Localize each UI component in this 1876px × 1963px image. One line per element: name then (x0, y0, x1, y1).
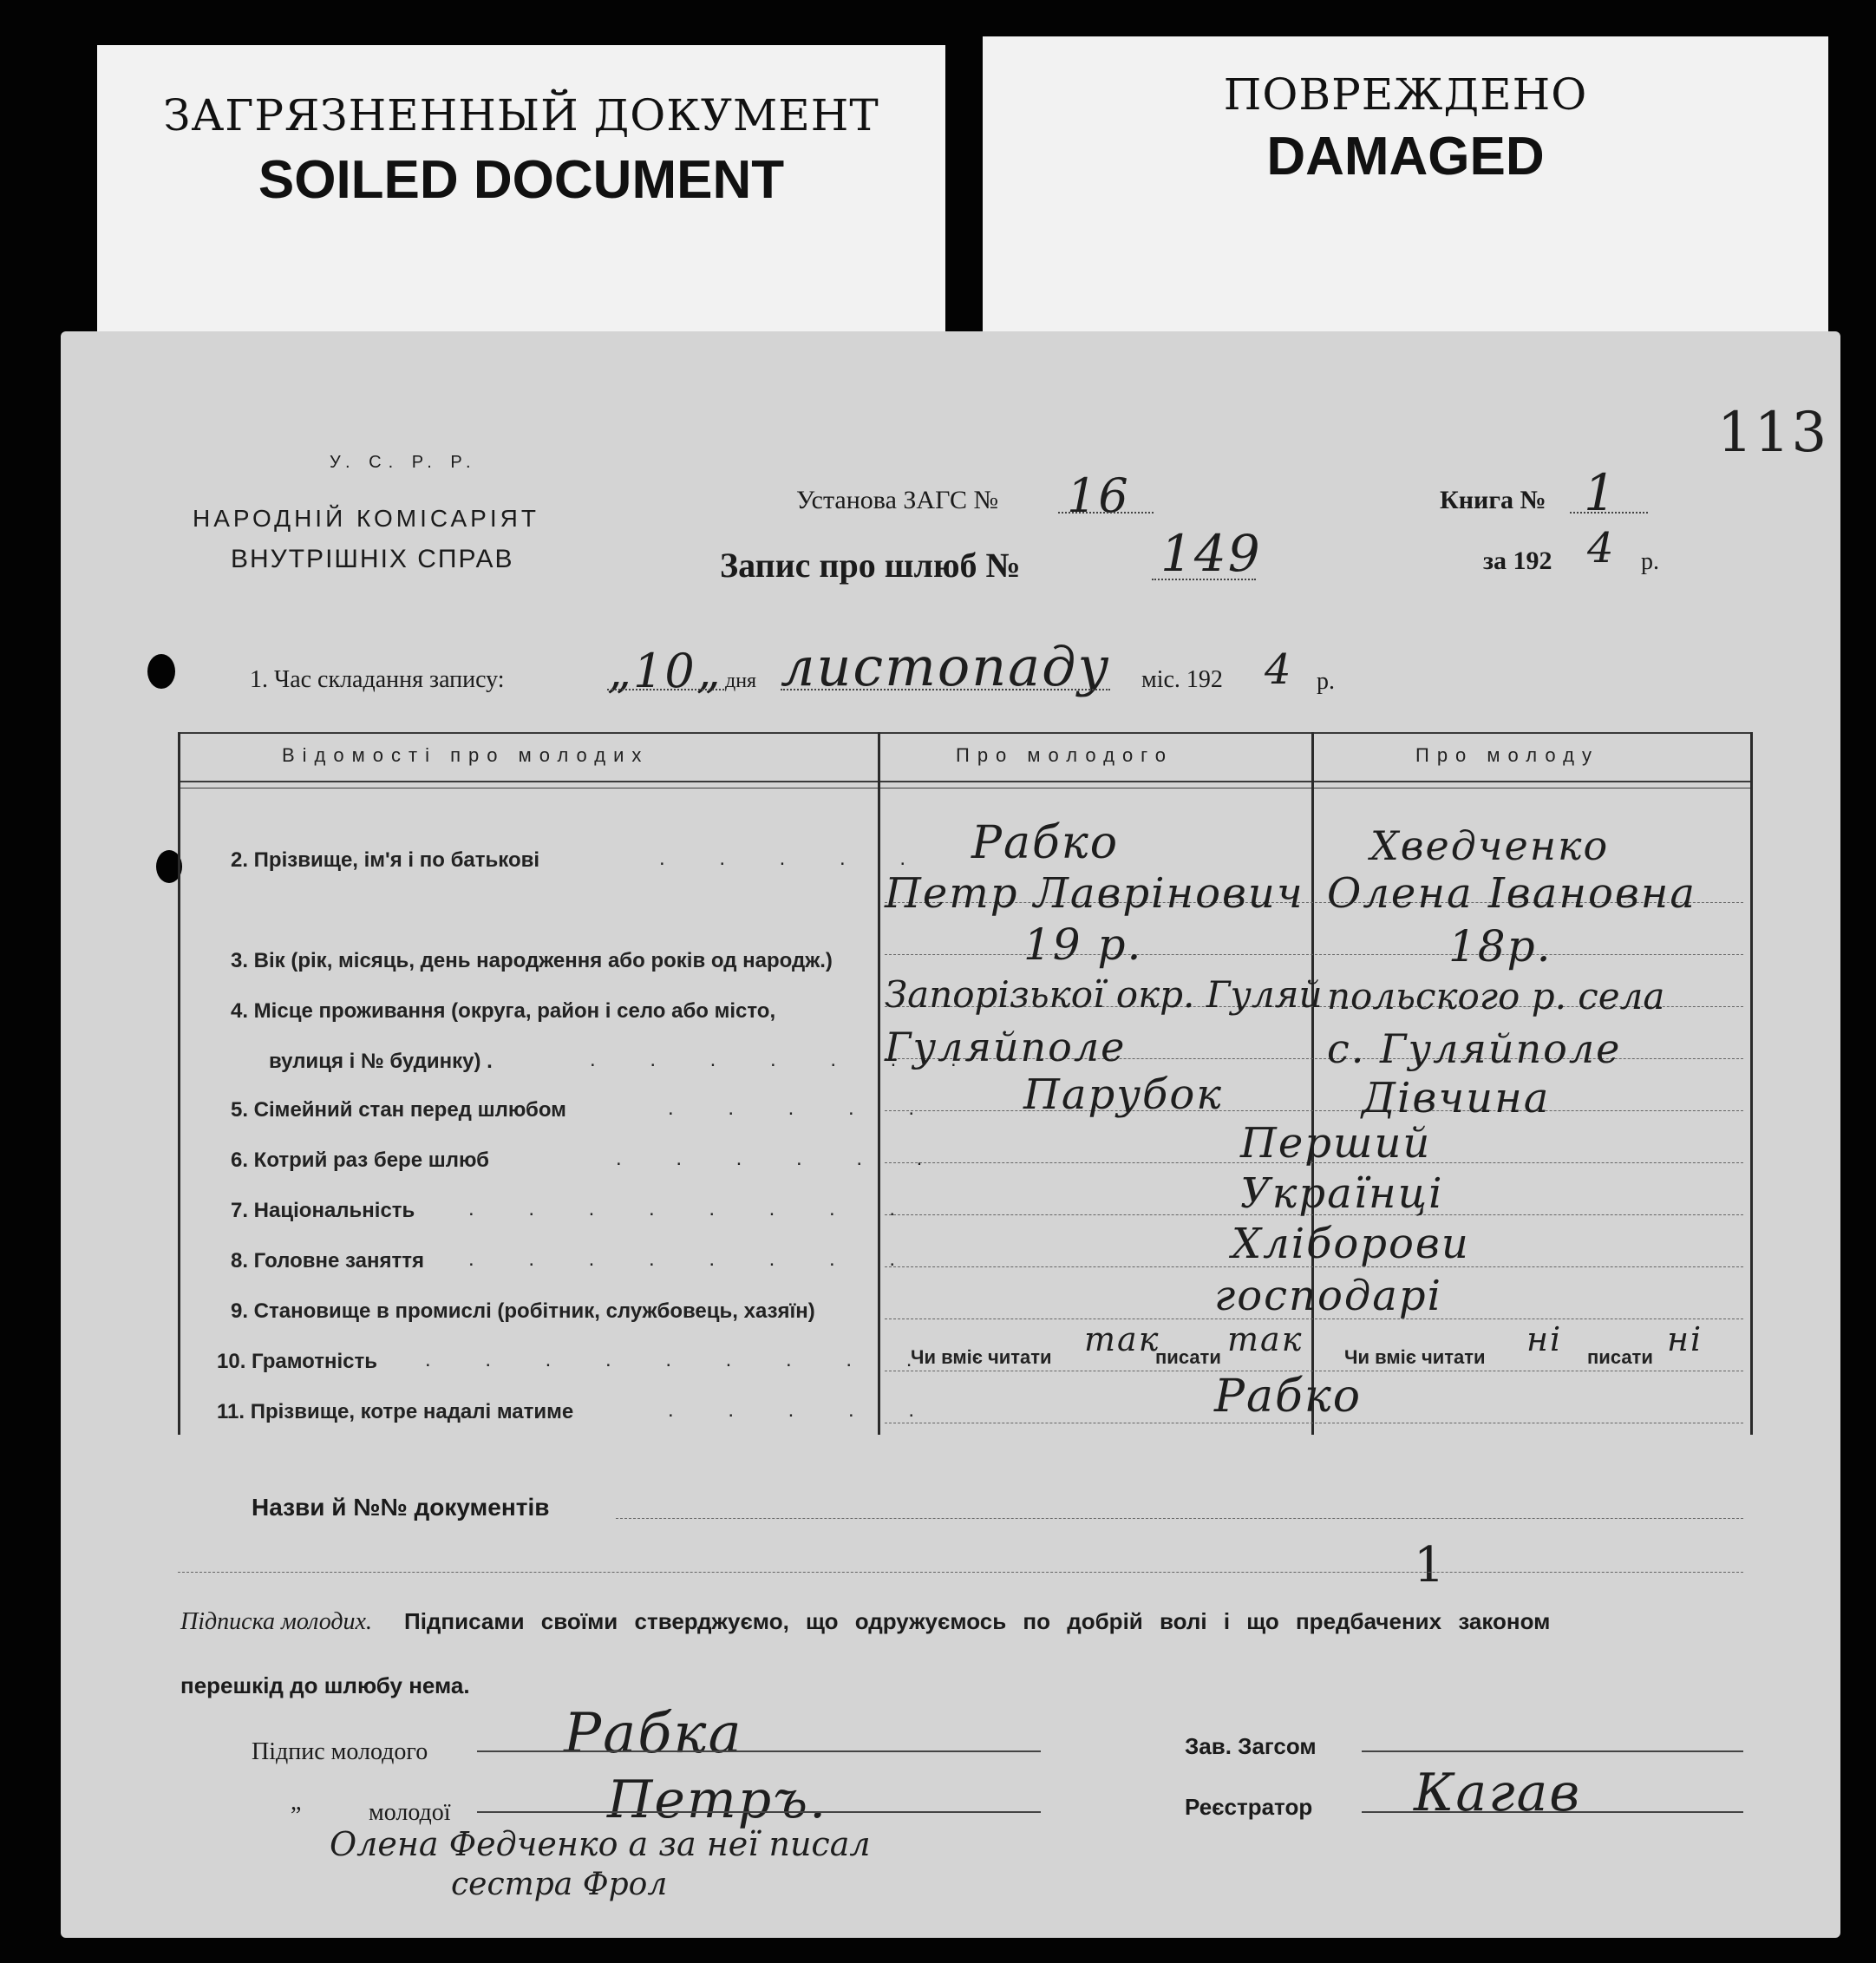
bride-surname: Хведченко (1370, 822, 1610, 869)
row-dots: . . . . . (659, 847, 931, 870)
declaration-text-2: перешкід до шлюбу нема. (180, 1672, 470, 1698)
declaration-lead: Підписка молодих. (180, 1608, 372, 1635)
record-title: Запис про шлюб № (720, 546, 1021, 585)
head-label: Зав. Загсом (1185, 1733, 1317, 1759)
office-label: Установа ЗАГС № (796, 486, 999, 514)
table-right-border (1750, 732, 1753, 1435)
row-label-future-surname: 11. Прізвище, котре надалі матиме (217, 1400, 574, 1423)
column-header-info: Відомості про молодих (282, 744, 650, 766)
damaged-english-text: DAMAGED (1266, 127, 1545, 186)
marriage-record-form (61, 331, 1840, 1938)
punch-hole (147, 654, 175, 689)
bride-signature-label: молодої (369, 1799, 451, 1826)
nationality-value: Українці (1240, 1169, 1444, 1218)
row-label-name: 2. Прізвище, ім'я і по батькові (231, 848, 540, 872)
groom-marital: Парубок (1023, 1070, 1223, 1119)
row-dots: . . . . . . (616, 1147, 947, 1170)
groom-read-label: Чи вміє читати (911, 1346, 1052, 1368)
page-number: 113 (1717, 401, 1829, 465)
table-header-divider (178, 781, 1752, 782)
bride-write-value: ні (1667, 1320, 1703, 1358)
bride-signature-note-2: сестра Фрол (451, 1867, 668, 1902)
groom-signature-2: Петръ. (607, 1770, 828, 1830)
marriage-count: Перший (1240, 1119, 1432, 1168)
table-left-border (178, 732, 180, 1435)
bride-marital: Дівчина (1362, 1074, 1551, 1122)
bride-write-label: писати (1587, 1346, 1653, 1368)
head-signature-line (1362, 1750, 1743, 1752)
bride-read-label: Чи вміє читати (1344, 1346, 1486, 1368)
row-dots: . . . . . . . . (468, 1247, 920, 1271)
commissariat-line1: НАРОДНІЙ КОМІСАРІЯТ (193, 505, 539, 532)
entry-year-digit: 4 (1265, 645, 1293, 694)
book-label: Книга № (1440, 486, 1546, 514)
groom-write-value: так (1227, 1320, 1304, 1358)
registrar-signature-line (1362, 1811, 1743, 1813)
groom-surname: Рабко (971, 817, 1120, 869)
table-bride-column-border (1311, 732, 1314, 1435)
damaged-russian-text: ПОВРЕЖДЕНО (1223, 69, 1588, 120)
groom-residence-2: Гуляйполе (885, 1024, 1127, 1070)
bride-residence-2: с. Гуляйполе (1327, 1025, 1622, 1072)
table-groom-column-border (878, 732, 880, 1435)
row-label-occupation: 8. Головне заняття (231, 1249, 424, 1273)
soiled-document-notice (97, 45, 945, 331)
bride-read-value: ні (1526, 1320, 1563, 1358)
bride-name: Олена Івановна (1327, 869, 1697, 918)
entry-day: „10„ (607, 644, 722, 698)
day-label: дня (725, 670, 757, 692)
row-dots: . . . . . . . (590, 1048, 981, 1071)
bride-signature-note-1: Олена Федченко а за неї писал (330, 1825, 871, 1863)
groom-signature-label: Підпис молодого (252, 1738, 428, 1765)
declaration-text-1: Підписами своїми стверджуємо, що одружуємось по добрій волі і що предбачених законом (404, 1608, 1551, 1634)
registrar-label: Реєстратор (1185, 1794, 1313, 1820)
row-label-marital: 5. Сімейний стан перед шлюбом (231, 1098, 566, 1122)
year-digit: 4 (1587, 524, 1616, 573)
documents-label: Назви й №№ документів (252, 1494, 550, 1521)
notice-english-text: SOILED DOCUMENT (258, 150, 785, 210)
column-header-bride: Про молоду (1415, 744, 1599, 766)
republic-label: У. С. Р. Р. (330, 453, 478, 472)
bride-signature-prefix: „ (291, 1789, 302, 1816)
future-surname-value: Рабко (1214, 1371, 1363, 1423)
row-dots: . . . . . (668, 1096, 939, 1120)
groom-residence-1: Запорізької окр. Гуляй (885, 973, 1323, 1016)
commissariat-line2: ВНУТРІШНІХ СПРАВ (231, 545, 514, 573)
documents-line (616, 1518, 1743, 1519)
damaged-notice (983, 36, 1828, 331)
entry-day-line (607, 689, 724, 690)
groom-write-label: писати (1155, 1346, 1221, 1368)
bride-residence-1: польского р. села (1327, 975, 1665, 1017)
office-number: 16 (1067, 468, 1130, 523)
position-value: господарі (1214, 1272, 1442, 1320)
row-dots: . . . . . (668, 1398, 939, 1422)
row-dots: . . . . . . . . (468, 1197, 920, 1220)
row-label-times: 6. Котрий раз бере шлюб (231, 1148, 489, 1172)
bride-age: 18р. (1448, 921, 1552, 972)
office-number-line (1058, 512, 1154, 514)
row-label-age: 3. Вік (рік, місяць, день народження або років од народж.) (231, 949, 833, 972)
entry-month: листопаду (781, 635, 1111, 698)
entry-month-line (781, 689, 1110, 690)
month-label: міс. 192 (1141, 666, 1223, 693)
book-number-line (1570, 512, 1648, 514)
year-suffix: р. (1641, 548, 1659, 575)
row-label-residence: 4. Місце проживання (округа, район і село або місто, (231, 999, 776, 1023)
bride-signature-line (477, 1811, 1041, 1813)
registrar-signature: Кагав (1414, 1763, 1582, 1823)
entry-time-label: 1. Час складання запису: (250, 666, 505, 693)
documents-mark: 1 (1414, 1537, 1447, 1593)
column-header-groom: Про молодого (956, 744, 1173, 766)
groom-name: Петр Лаврінович (885, 869, 1304, 918)
row-line (885, 1110, 1743, 1111)
row-label-literacy: 10. Грамотність (217, 1350, 378, 1373)
row-dots: . . . . . . . . . (425, 1348, 937, 1371)
row-line (885, 954, 1743, 955)
row-label-street: вулиця і № будинку) . (269, 1050, 493, 1073)
occupation-value: Хліборови (1232, 1220, 1470, 1268)
record-number: 149 (1160, 524, 1262, 583)
book-number: 1 (1584, 463, 1618, 522)
year-prefix: за 192 (1483, 546, 1552, 575)
groom-read-value: так (1084, 1320, 1160, 1358)
groom-age: 19 р. (1023, 919, 1143, 970)
notice-russian-text: ЗАГРЯЗНЕННЫЙ ДОКУМЕНТ (163, 90, 879, 141)
entry-year-suffix: р. (1317, 668, 1335, 695)
groom-signature-line (477, 1750, 1041, 1752)
row-label-nationality: 7. Національність (231, 1199, 415, 1222)
table-top-border (178, 732, 1752, 734)
record-number-line (1152, 579, 1256, 580)
documents-line-2 (178, 1572, 1743, 1573)
row-label-position: 9. Становище в промислі (робітник, службовець, хазяїн) (231, 1299, 815, 1323)
groom-signature-1: Рабка (564, 1702, 743, 1766)
